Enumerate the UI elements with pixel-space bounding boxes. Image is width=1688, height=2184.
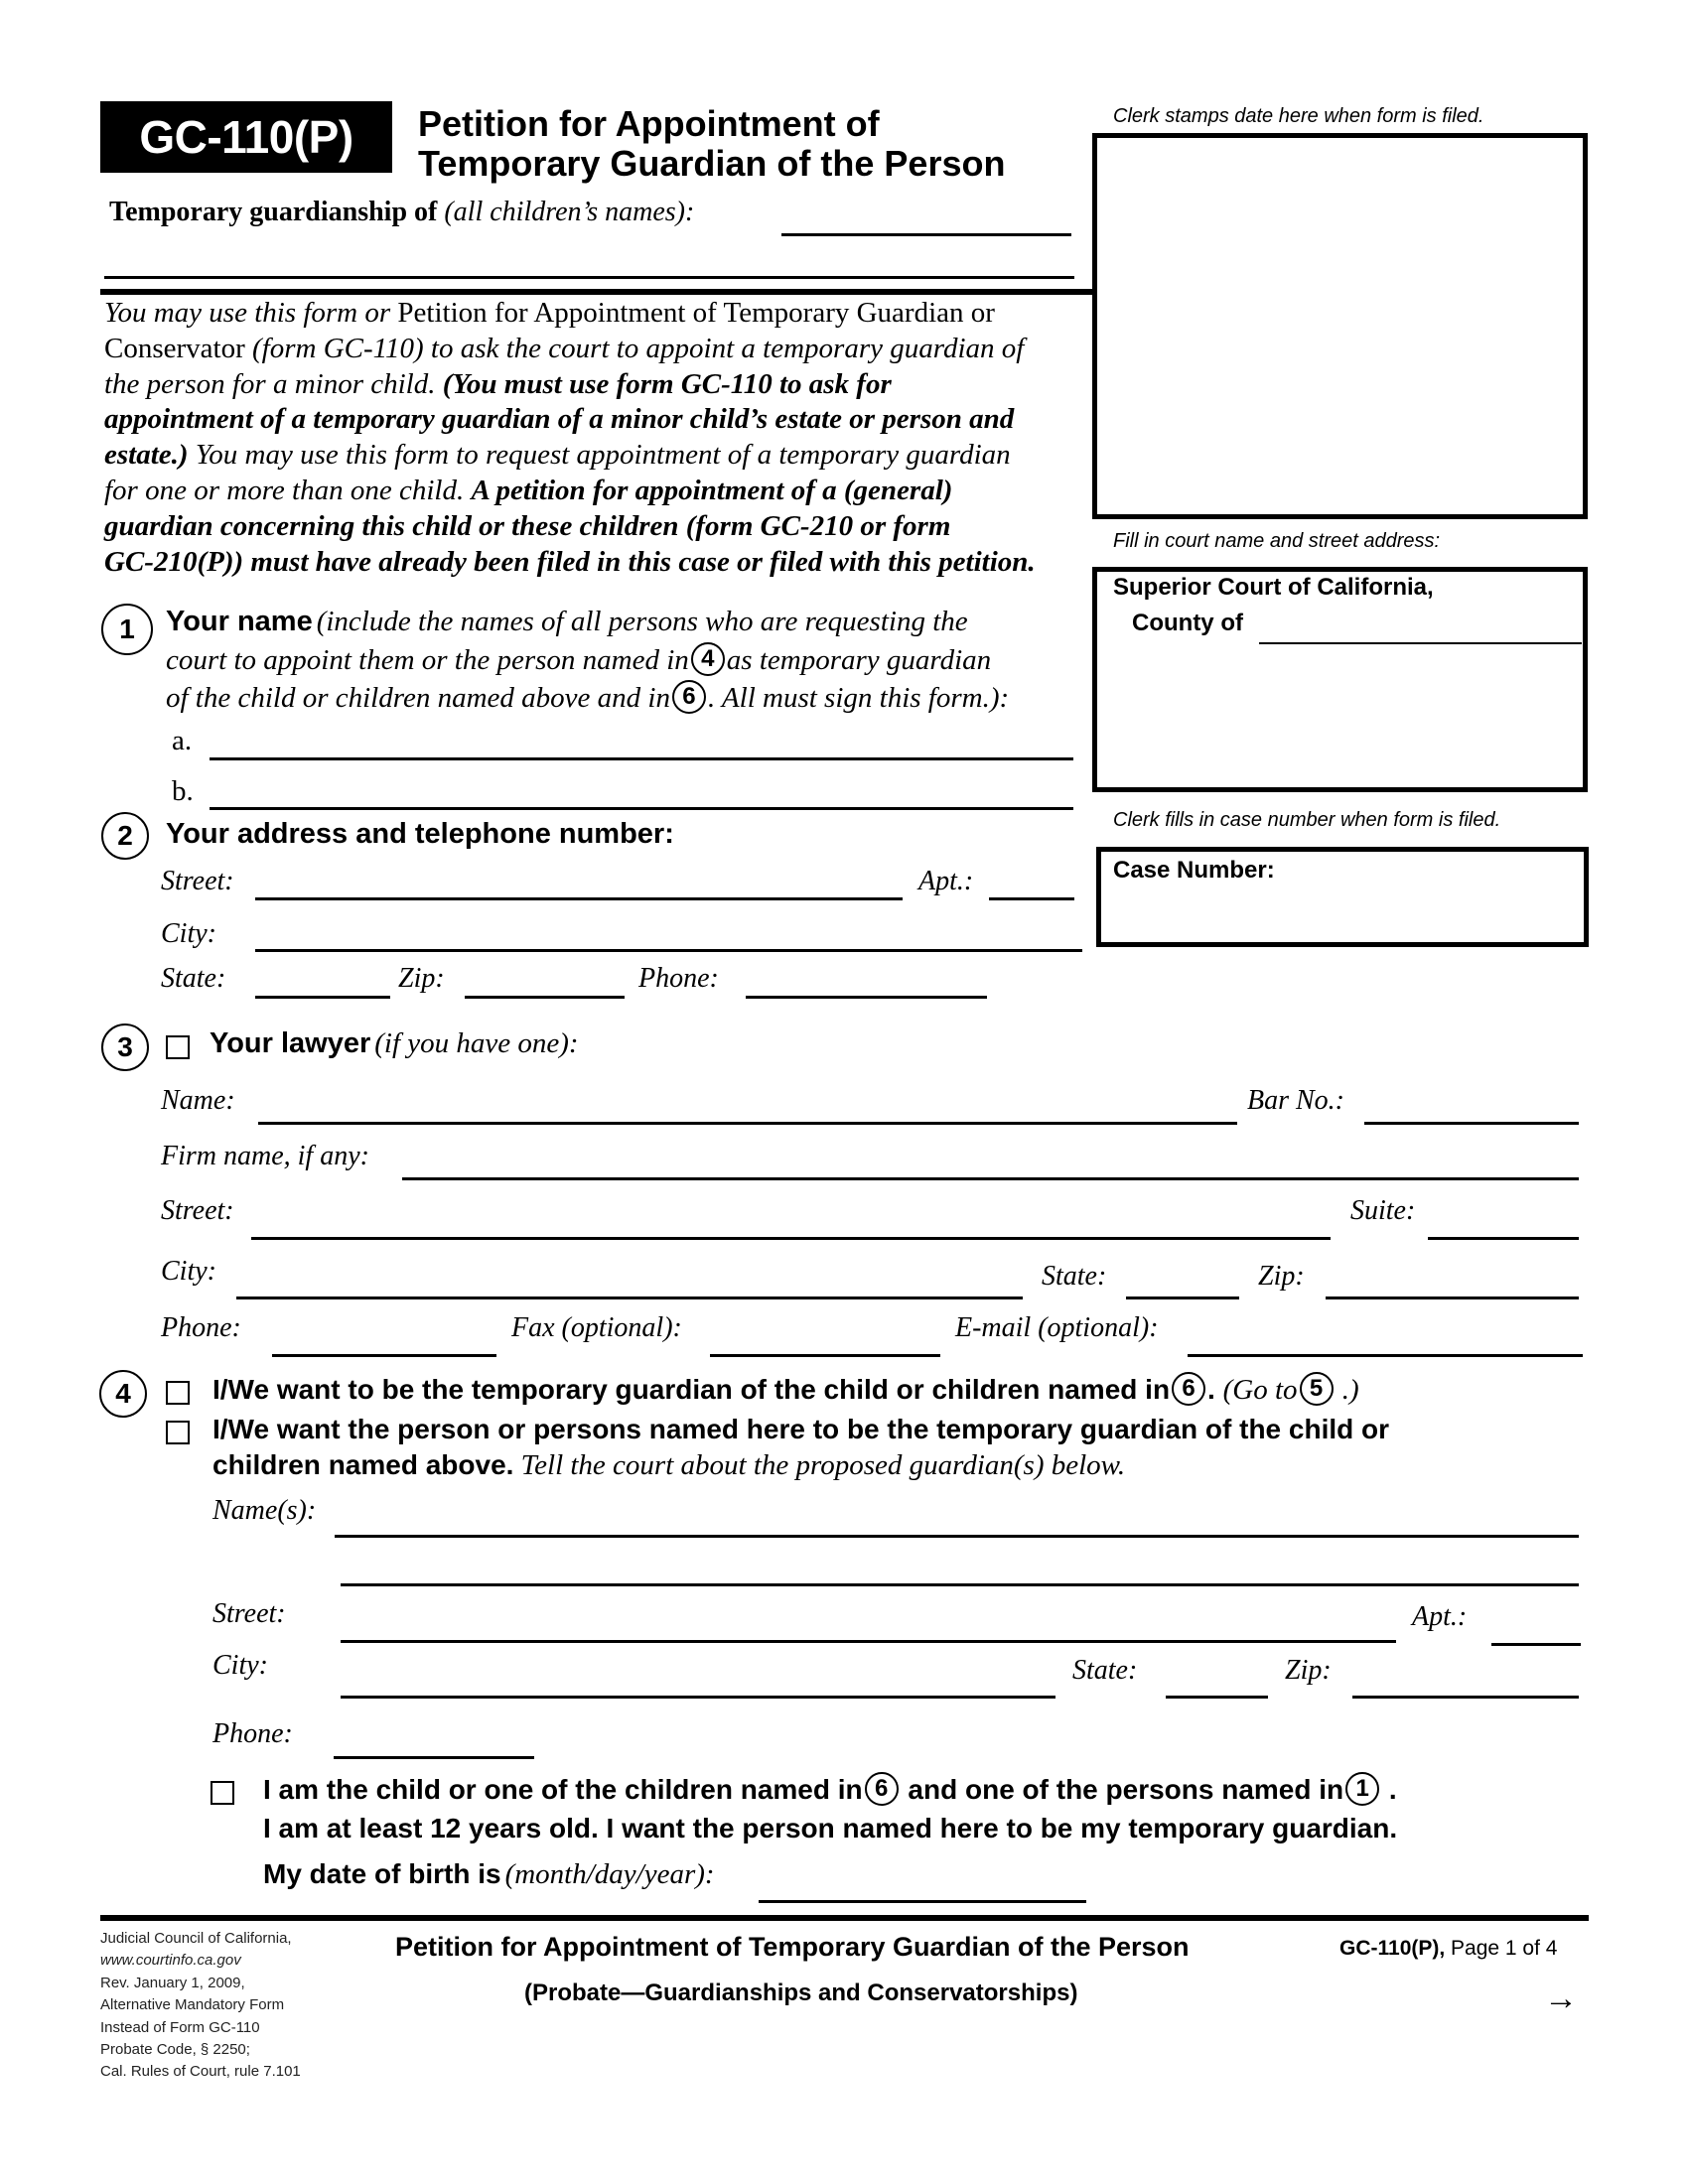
lawyer-zip-input[interactable] [1326, 1269, 1579, 1297]
lawyer-suite-label: Suite: [1350, 1195, 1416, 1226]
lawyer-city-input[interactable] [236, 1269, 1023, 1297]
court-name: Superior Court of California, [1113, 574, 1434, 601]
county-line [1259, 642, 1582, 644]
guardian-street-label: Street: [212, 1598, 286, 1629]
petitioner-name-b-line [210, 807, 1073, 810]
guardian-names-input-2[interactable] [341, 1556, 1579, 1583]
petitioner-name-a-input[interactable] [210, 730, 1073, 757]
address-phone-line [746, 996, 987, 999]
guardian-phone-input[interactable] [334, 1728, 534, 1756]
address-city-label: City: [161, 918, 216, 949]
name-b-label: b. [172, 775, 194, 807]
lawyer-bar-input[interactable] [1364, 1094, 1579, 1122]
address-zip-input[interactable] [465, 968, 625, 996]
lawyer-fax-line [710, 1354, 940, 1357]
address-phone-label: Phone: [638, 963, 719, 994]
option-self-guardian: I/We want to be the temporary guardian of the child or children named in 6 . (Go to 5 .) [212, 1374, 1359, 1409]
form-code-badge [100, 101, 392, 173]
self-guardian-checkbox[interactable] [166, 1381, 190, 1405]
address-zip-label: Zip: [398, 963, 445, 994]
child-consent-line2: I am at least 12 years old. I want the person named here to be my temporary guardian. [263, 1813, 1398, 1843]
section-4-number-icon: 4 [99, 1370, 147, 1418]
case-number-label: Case Number: [1113, 857, 1275, 884]
county-label: County of [1132, 610, 1243, 636]
footer-form-code: GC-110(P), [1339, 1937, 1446, 1960]
ref-1-icon: 1 [1345, 1772, 1379, 1806]
lawyer-street-line [251, 1237, 1331, 1240]
guardian-city-input[interactable] [341, 1668, 1055, 1696]
lawyer-firm-label: Firm name, if any: [161, 1141, 369, 1171]
section-1-number-icon: 1 [101, 604, 153, 655]
guardian-city-line [341, 1696, 1055, 1699]
lawyer-street-input[interactable] [251, 1209, 1331, 1237]
guardian-names-line-2 [341, 1583, 1579, 1586]
footer-page-info [1339, 1937, 1557, 1961]
lawyer-email-label: E-mail (optional): [955, 1312, 1159, 1343]
lawyer-state-input[interactable] [1126, 1269, 1239, 1297]
section-3-hint: (if you have one): [374, 1027, 579, 1059]
lawyer-bar-label: Bar No.: [1247, 1085, 1344, 1116]
guardian-names-input-1[interactable] [335, 1507, 1579, 1535]
lawyer-city-line [236, 1297, 1023, 1299]
guardian-zip-label: Zip: [1285, 1655, 1332, 1686]
section-1-hint: (include the names of all persons who are requesting the [316, 606, 968, 637]
address-apt-label: Apt.: [918, 866, 974, 896]
ref-5-icon: 5 [1300, 1372, 1334, 1406]
next-page-arrow-icon[interactable]: → [1544, 1979, 1578, 2017]
intro-paragraph: You may use this form or Petition for Appointment of Temporary Guardian or Conservator (form GC-110) to ask the court to appoint a temporary guardian of the person for a minor child. (You must use form GC-110 to ask for appointment of a temporary guardian of a minor child’s estate or person and estate.) You may use this form to request appointment of a temporary guardian for one or more than one child. A petition for appointment of a (general) guardian concerning this child or these children (form GC-210 or form GC-210(P)) must have already been filed in this case or filed with this petition. [104, 297, 1036, 578]
page-title-line2: Temporary Guardian of the Person [418, 143, 1006, 184]
guardian-apt-input[interactable] [1491, 1615, 1581, 1643]
lawyer-street-label: Street: [161, 1195, 234, 1226]
clerk-stamp-box [1092, 133, 1588, 519]
lawyer-name-line [258, 1122, 1237, 1125]
header-divider [100, 289, 1094, 295]
children-names-input-1[interactable] [781, 204, 1071, 231]
address-street-label: Street: [161, 866, 234, 896]
lawyer-suite-line [1428, 1237, 1579, 1240]
case-number-input[interactable] [1113, 893, 1570, 929]
ref-6-icon: 6 [672, 680, 706, 714]
guardianship-hint: (all children’s names): [444, 197, 695, 227]
guardian-street-input[interactable] [341, 1612, 1396, 1640]
lawyer-checkbox[interactable] [166, 1035, 190, 1059]
address-state-line [255, 996, 390, 999]
lawyer-firm-input[interactable] [402, 1150, 1579, 1177]
lawyer-zip-line [1326, 1297, 1579, 1299]
lawyer-email-input[interactable] [1188, 1326, 1583, 1354]
form-code: GC-110(P) [139, 111, 353, 163]
lawyer-fax-label: Fax (optional): [511, 1312, 682, 1343]
address-zip-line [465, 996, 625, 999]
lawyer-state-label: State: [1042, 1261, 1107, 1292]
lawyer-suite-input[interactable] [1428, 1209, 1579, 1237]
guardian-names-line-1 [335, 1535, 1579, 1538]
petitioner-name-b-input[interactable] [210, 779, 1073, 807]
guardian-names-label: Name(s): [212, 1495, 317, 1526]
stamp-caption: Clerk stamps date here when form is filed. [1113, 105, 1484, 127]
lawyer-zip-label: Zip: [1258, 1261, 1305, 1292]
address-apt-line [989, 897, 1074, 900]
guardianship-label: Temporary guardianship of [109, 197, 438, 227]
children-names-input-2[interactable] [104, 248, 1074, 276]
ref-4-icon: 4 [691, 642, 725, 676]
guardian-zip-line [1352, 1696, 1579, 1699]
children-names-line-1 [781, 233, 1071, 236]
lawyer-firm-line [402, 1177, 1579, 1180]
footer-subtitle: (Probate—Guardianships and Conservatorships) [524, 1979, 1078, 2006]
county-input[interactable] [1259, 610, 1582, 639]
footer-page-number: Page 1 of 4 [1445, 1937, 1558, 1960]
children-names-line-2 [104, 276, 1074, 279]
guardian-city-label: City: [212, 1650, 268, 1681]
child-dob-input[interactable] [759, 1872, 1086, 1900]
address-phone-input[interactable] [746, 968, 987, 996]
section-2-title: Your address and telephone number: [166, 818, 674, 850]
other-guardian-checkbox[interactable] [166, 1421, 190, 1444]
lawyer-city-label: City: [161, 1256, 216, 1287]
address-city-line [255, 949, 1082, 952]
name-a-label: a. [172, 725, 193, 756]
lawyer-phone-label: Phone: [161, 1312, 241, 1343]
lawyer-phone-input[interactable] [272, 1326, 496, 1354]
child-dob-line [759, 1900, 1086, 1903]
ref-6-icon: 6 [1172, 1372, 1205, 1406]
footer-legal-info: Judicial Council of California, www.courtinfo.ca.gov Rev. January 1, 2009, Alternative Mandatory Form Instead of Form GC-110 Probate Code, § 2250; Cal. Rules of Court, rule 7.101 [100, 1930, 301, 2081]
lawyer-name-label: Name: [161, 1085, 235, 1116]
option-other-guardian-line1: I/We want the person or persons named here to be the temporary guardian of the child or [212, 1414, 1390, 1444]
address-street-line [255, 897, 903, 900]
guardian-state-line [1166, 1696, 1268, 1699]
address-state-input[interactable] [255, 968, 390, 996]
section-1-hint-line2: court to appoint them or the person named in 4 as temporary guardian [166, 644, 992, 676]
case-caption: Clerk fills in case number when form is filed. [1113, 809, 1501, 831]
section-3-heading [210, 1027, 579, 1060]
lawyer-phone-line [272, 1354, 496, 1357]
address-apt-input[interactable] [989, 870, 1074, 897]
section-3-number-icon: 3 [101, 1024, 149, 1071]
guardian-state-label: State: [1072, 1655, 1138, 1686]
guardian-street-line [341, 1640, 1396, 1643]
guardianship-label-row [109, 197, 694, 228]
court-caption: Fill in court name and street address: [1113, 530, 1441, 552]
petitioner-name-a-line [210, 757, 1073, 760]
ref-6-icon: 6 [865, 1772, 899, 1806]
guardian-phone-label: Phone: [212, 1718, 293, 1749]
guardian-state-input[interactable] [1166, 1668, 1268, 1696]
section-1-heading [166, 603, 968, 645]
guardian-apt-label: Apt.: [1412, 1601, 1468, 1632]
footer-divider [100, 1915, 1589, 1921]
guardian-phone-line [334, 1756, 534, 1759]
section-1-title: Your name [166, 606, 313, 637]
child-consent-checkbox[interactable] [211, 1781, 234, 1805]
address-state-label: State: [161, 963, 226, 994]
lawyer-bar-line [1364, 1122, 1579, 1125]
lawyer-email-line [1188, 1354, 1583, 1357]
footer-title: Petition for Appointment of Temporary Guardian of the Person [395, 1932, 1190, 1962]
address-city-input[interactable] [255, 921, 1082, 949]
lawyer-fax-input[interactable] [710, 1326, 940, 1354]
guardian-apt-line [1491, 1643, 1581, 1646]
child-dob-row: My date of birth is (month/day/year): [263, 1858, 715, 1890]
section-3-title: Your lawyer [210, 1027, 371, 1059]
section-1-hint-line3: of the child or children named above and in 6 . All must sign this form.): [166, 682, 1010, 714]
option-other-guardian-line2: children named above. Tell the court about the proposed guardian(s) below. [212, 1449, 1126, 1481]
lawyer-state-line [1126, 1297, 1239, 1299]
lawyer-name-input[interactable] [258, 1094, 1237, 1122]
address-street-input[interactable] [255, 870, 903, 897]
child-consent-line1: I am the child or one of the children named in 6 and one of the persons named in 1 . [263, 1774, 1397, 1809]
guardian-zip-input[interactable] [1352, 1668, 1579, 1696]
page-title-line1: Petition for Appointment of [418, 103, 880, 144]
section-2-number-icon: 2 [101, 812, 149, 860]
